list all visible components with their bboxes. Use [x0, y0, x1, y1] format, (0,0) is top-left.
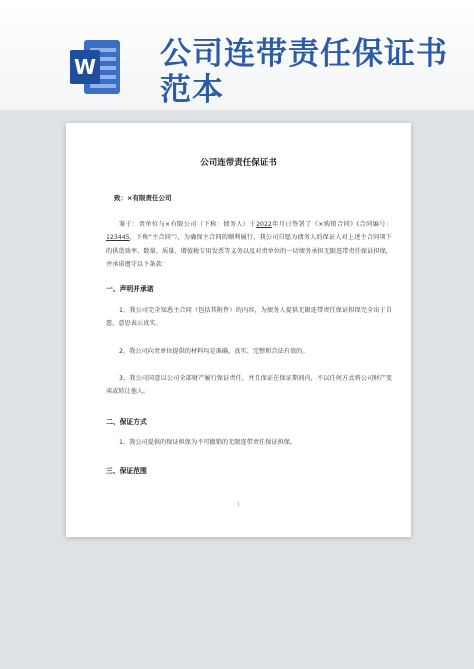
- intro-year: 2022: [256, 221, 272, 228]
- svg-text:W: W: [73, 55, 97, 79]
- section-1-item-2: 2、我公司向责单位提供的材料均是准确、真实、完整和合法有效的。: [119, 348, 309, 355]
- page-number: 1: [237, 503, 240, 508]
- section-1-item-3: 3、我公司同意以公司全部财产履行保证责任，并且保证在保证期间内，不以任何方式将公司财产变卖或转让他人。: [106, 375, 392, 396]
- intro-text-3: 日签署了《×购销合同》(合同编号：: [285, 221, 393, 228]
- section-2-item-1: 1、我公司提供的保证担保为不可撤销的无限连带责任保证担保。: [119, 439, 297, 446]
- intro-text-4: ，下称“主合同”），为确保主合同的顺利履行，我公司自愿为债务人的保证人对上述主合同项下的供货效率、数量、质量、增值税专用发票等义务以及对责单位的一切债务承担无限连带责任保证担保，并承诺遵守以下条款：: [106, 234, 392, 269]
- section-1-item-1: 1、我公司完全知悉主合同（包括其附件）的内容，为债务人提供无限连带责任保证担保完全出于自愿，意思表示真实。: [106, 307, 392, 328]
- banner: [0, 0, 474, 110]
- banner-title: 公司连带责任保证书范本: [160, 36, 448, 108]
- intro-text-2: 年: [271, 221, 279, 228]
- word-icon: [70, 38, 122, 96]
- section-heading-declaration: 一、声明并承诺: [106, 285, 154, 293]
- intro-text-1: 鉴于：责单位与×有限公司（下称：债务人）于: [119, 221, 257, 228]
- intro-month: 月: [278, 221, 286, 228]
- intro-paragraph: [106, 218, 392, 272]
- intro-contract-no: 123445: [106, 234, 130, 242]
- document-title: 公司连带责任保证书: [200, 158, 277, 168]
- section-heading-method: 二、保证方式: [106, 418, 147, 426]
- salutation: 致：×有限责任公司: [114, 194, 172, 202]
- document-page: [66, 123, 411, 537]
- section-heading-scope: 三、保证范围: [106, 467, 147, 475]
